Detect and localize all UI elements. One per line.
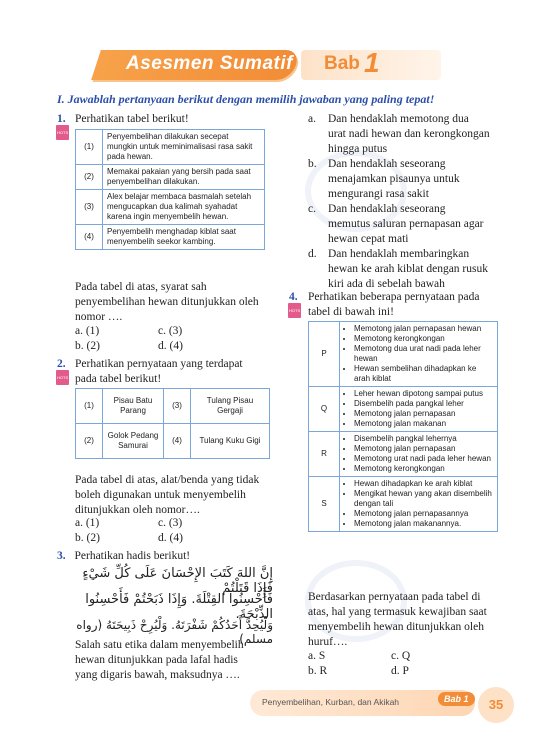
list-item: • Hewan dihadapkan ke arah kiblat: [354, 479, 493, 489]
q3-option-a[interactable]: [308, 112, 508, 157]
q2-stem: [75, 473, 280, 518]
option-line: hewan ke arah kiblat dengan rusuk: [328, 263, 488, 275]
row-items: [340, 477, 498, 532]
cell-number: (4): [164, 424, 191, 459]
question-prompt: Perhatikan beberapa pernyataan pada: [308, 291, 480, 303]
list-item: • Memotong jalan makanannya.: [354, 519, 493, 529]
q4-stem: [308, 590, 508, 650]
option-letter: b.: [308, 158, 317, 170]
row-key: P: [309, 322, 340, 387]
list-item: • Hewan sembelihan dihadapkan ke arah kiblat: [354, 364, 493, 384]
table-row: [309, 322, 498, 387]
table-row: [76, 190, 265, 225]
stem-line: menyembelih hewan ditunjukkan oleh: [308, 621, 484, 633]
cell-number: (2): [76, 424, 103, 459]
bab-number: 1: [364, 47, 380, 78]
cell-items: Pisau Batu Parang: [103, 389, 164, 424]
cell-items: Tulang Kuku Gigi: [191, 424, 270, 459]
row-text: Memakai pakaian yang bersih pada saat penyembelihan dilakukan.: [103, 165, 265, 190]
list-item: • Disembelih pada pangkal leher: [354, 399, 493, 409]
stem-line: hewan ditunjukkan pada lafal hadis: [75, 654, 238, 666]
question-3: [57, 549, 277, 564]
option-line: Dan hendaklah memotong dua: [328, 113, 469, 125]
cell-items: Golok Pedang Samurai: [103, 424, 164, 459]
q2-option-b[interactable]: b. (2): [75, 532, 100, 544]
cell-number: (1): [76, 389, 103, 424]
q2-option-a[interactable]: a. (1): [75, 517, 100, 529]
table-row: [309, 387, 498, 432]
stem-line: atas, hal yang termasuk kewajiban saat: [308, 606, 487, 618]
option-line: mengurangi rasa sakit: [328, 188, 429, 200]
table-row: [76, 424, 270, 459]
q1-table: [75, 129, 265, 250]
option-line: Dan hendaklah seseorang: [328, 203, 446, 215]
row-text: Penyembelih menghadap kiblat saat menyembelih seekor kambing.: [103, 225, 265, 250]
q4-table: [308, 321, 498, 532]
footer-bab-badge: Bab 1: [438, 692, 475, 706]
q1-option-c[interactable]: c. (3): [158, 325, 183, 337]
table-row: [76, 130, 265, 165]
q1-option-a[interactable]: a. (1): [75, 325, 100, 337]
row-number: (4): [76, 225, 103, 250]
header-banner: [96, 47, 441, 80]
page-number: 35: [475, 684, 517, 726]
list-item: • Memotong jalan pernapasannya: [354, 509, 493, 519]
q1-option-b[interactable]: b. (2): [75, 340, 100, 352]
question-prompt: tabel di bawah ini!: [308, 306, 394, 318]
q2-option-c[interactable]: c. (3): [158, 517, 183, 529]
option-line: menajamkan pisaunya untuk: [328, 173, 460, 185]
hadith-line: إِنَّ اللهَ كَتَبَ الإِحْسَانَ عَلَى كُلِّ شَيْءٍ فَإِذَا قَتَلْتُمْ: [82, 566, 273, 596]
row-items: [340, 387, 498, 432]
list-item: • Memotong jalan pernapasan hewan: [354, 324, 493, 334]
question-number: 4.: [289, 291, 298, 303]
option-line: Dan hendaklah seseorang: [328, 158, 446, 170]
q3-option-b[interactable]: [308, 157, 508, 202]
table-row: [309, 477, 498, 532]
list-item: • Memotong jalan pernapasan: [354, 409, 493, 419]
hots-badge: HOTS: [288, 303, 301, 318]
section-instruction: I. Jawablah pertanyaan berikut dengan memilih jawaban yang paling tepat!: [57, 92, 435, 106]
row-key: R: [309, 432, 340, 477]
row-text: Penyembelihan dilakukan secepat mungkin untuk meminimalisasi rasa sakit pada hewan.: [103, 130, 265, 165]
row-number: (3): [76, 190, 103, 225]
q3-option-c[interactable]: [308, 202, 508, 247]
stem-line: huruf….: [308, 636, 348, 648]
row-text: Alex belajar membaca basmalah setelah mengucapkan dua kalimah syahadat karena ingin menyembelih hewan.: [103, 190, 265, 225]
table-row: [309, 432, 498, 477]
hadith-line: وَلْيُحِدَّ أَحَدُكُمْ شَفْرَتَهُ. وَلْيُرِحْ ذَبِيحَتَهُ (رواه مسلم): [76, 618, 273, 646]
stem-line: Salah satu etika dalam menyembelih: [75, 639, 244, 651]
list-item: • Memotong dua urat nadi pada leher hewan: [354, 344, 493, 364]
option-line: hingga putus: [328, 143, 388, 155]
question-number: 3.: [57, 550, 66, 562]
stem-line: Pada tabel di atas, syarat sah: [75, 281, 207, 293]
stem-line: nomor ….: [75, 311, 123, 323]
option-line: urat nadi hewan dan kerongkongan: [328, 128, 490, 140]
stem-line: Pada tabel di atas, alat/benda yang tidak: [75, 474, 260, 486]
cell-items: Tulang Pisau Gergaji: [191, 389, 270, 424]
hots-badge: HOTS: [56, 370, 69, 385]
bab-label: Bab: [324, 53, 360, 74]
page-title: Asesmen Sumatif: [126, 53, 293, 74]
q4-option-a[interactable]: a. S: [308, 650, 326, 662]
stem-line: Berdasarkan pernyataan pada tabel di: [308, 591, 481, 603]
q3-options: [308, 112, 508, 292]
row-number: (1): [76, 130, 103, 165]
question-number: 2.: [57, 358, 66, 370]
row-key: Q: [309, 387, 340, 432]
stem-line: boleh digunakan untuk menyembelih: [75, 489, 246, 501]
list-item: • Memotong kerongkongan: [354, 334, 493, 344]
list-item: • Memotong jalan pernapasan: [354, 444, 493, 454]
list-item: • Memotong jalan makanan: [354, 419, 493, 429]
table-row: [76, 225, 265, 250]
list-item: • Leher hewan dipotong sampai putus: [354, 389, 493, 399]
list-item: • Disembelih pangkal lehernya: [354, 434, 493, 444]
option-line: hewan cepat mati: [328, 233, 409, 245]
option-line: kiri ada di sebelah bawah: [328, 278, 445, 290]
q3-option-d[interactable]: [308, 247, 508, 292]
option-letter: c.: [308, 203, 316, 215]
question-1: [57, 112, 272, 135]
cell-number: (3): [164, 389, 191, 424]
question-prompt: pada tabel berikut!: [75, 373, 162, 385]
table-row: [76, 389, 270, 424]
row-key: S: [309, 477, 340, 532]
option-line: memutus saluran pernapasan agar: [328, 218, 484, 230]
list-item: • Memotong kerongkongan: [354, 464, 493, 474]
q2-table: [75, 388, 270, 459]
option-letter: a.: [308, 113, 316, 125]
hots-badge: HOTS: [56, 125, 69, 140]
footer-chapter-title: Penyembelihan, Kurban, dan Akikah: [262, 697, 400, 707]
question-number: 1.: [57, 113, 66, 125]
question-prompt: Perhatikan hadis berikut!: [74, 550, 191, 562]
stem-line: ditunjukkan oleh nomor….: [75, 504, 200, 516]
question-prompt: Perhatikan pernyataan yang terdapat: [75, 358, 243, 370]
table-row: [76, 165, 265, 190]
q4-option-c[interactable]: c. Q: [391, 650, 411, 662]
q4-option-d[interactable]: d. P: [391, 665, 409, 677]
q3-stem: [75, 638, 280, 683]
question-2: [57, 357, 277, 385]
q1-option-d[interactable]: d. (4): [158, 340, 183, 352]
question-4: [289, 290, 509, 318]
row-items: [340, 432, 498, 477]
question-prompt: Perhatikan tabel berikut!: [75, 113, 189, 125]
option-letter: d.: [308, 248, 317, 260]
q2-option-d[interactable]: d. (4): [158, 532, 183, 544]
stem-line: penyembelihan hewan ditunjukkan oleh: [75, 296, 259, 308]
option-line: Dan hendaklah membaringkan: [328, 248, 470, 260]
list-item: • Mengikat hewan yang akan disembelih dengan tali: [354, 489, 493, 509]
hadith-line: فَأَحْسِنُوا القِتْلَةَ. وَإِذَا ذَبَحْتُمْ فَأَحْسِنُوا الذِّبْحَةَ.: [85, 592, 273, 622]
q1-stem: [75, 280, 275, 325]
row-items: [340, 322, 498, 387]
list-item: • Memotong urat nadi pada leher hewan: [354, 454, 493, 464]
stem-line: yang digaris bawah, maksudnya ….: [75, 669, 240, 681]
q4-option-b[interactable]: b. R: [308, 665, 328, 677]
row-number: (2): [76, 165, 103, 190]
